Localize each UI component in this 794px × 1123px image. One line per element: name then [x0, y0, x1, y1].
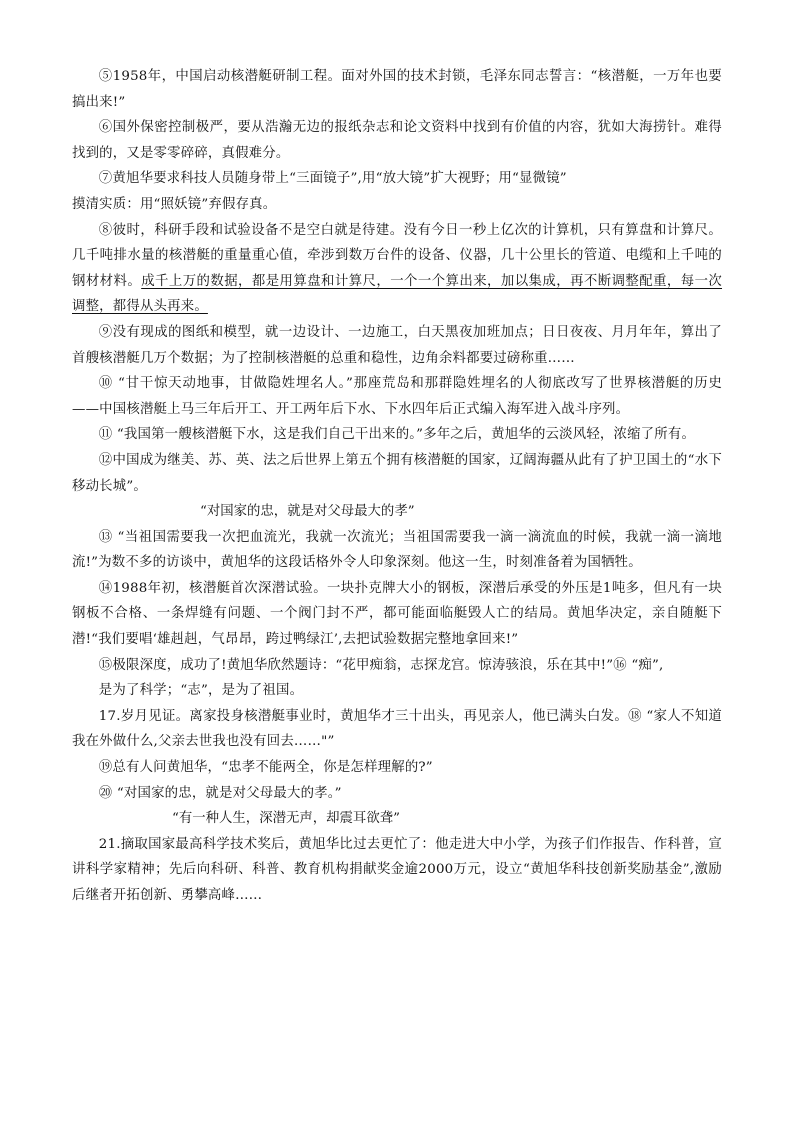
section-heading-silent-life: “有一种人生，深潜无声，却震耳欲聋” — [172, 811, 400, 827]
paragraph-5: ⑤1958年，中国启动核潜艇研制工程。面对外国的技术封锁，毛泽东同志誓言：“核潜艇，一万年也要搞出来!” — [72, 69, 722, 110]
paragraph-7-line-1: ⑦黄旭华要求科技人员随身带上“三面镜子”,用“放大镜”扩大视野；用“显微镜” — [98, 171, 567, 187]
paragraph-20: ⑳ “对国家的忠，就是对父母最大的孝。” — [98, 785, 342, 801]
paragraph-19: ⑲总有人问黄旭华，“忠孝不能两全，你是怎样理解的?” — [98, 760, 433, 776]
paragraph-11: ⑪ “我国第一艘核潜艇下水，这是我们自己干出来的。”多年之后，黄旭华的云淡风轻，浓缩了所有。 — [98, 427, 696, 443]
paragraph-9: ⑨没有现成的图纸和模型，就一边设计、一边施工，白天黑夜加班加点；日日夜夜、月月年年，算出了首艘核潜艇几万个数据；为了控制核潜艇的总重和稳性，边角余料都要过磅称重…… — [72, 324, 722, 366]
paragraph-17-18: 17.岁月见证。离家投身核潜艇事业时，黄旭华才三十出头，再见亲人，他已满头白发。⑱ “家人不知道我在外做什么,父亲去世我也没有回去……"” — [72, 708, 722, 750]
paragraph-15-16-line-1: ⑮极限深度，成功了!黄旭华欣然题诗：“花甲痴翁，志探龙宫。惊涛骇浪，乐在其中!”⑯ “痴”, — [98, 657, 664, 673]
paragraph-13: ⑬ “当祖国需要我一次把血流光，我就一次流光；当祖国需要我一滴一滴流血的时候，我就一滴一滴地流!”为数不多的访谈中，黄旭华的这段话格外令人印象深刻。他这一生，时刻准备着为国牺牲。 — [72, 529, 722, 571]
paragraph-8 — [72, 218, 722, 320]
paragraph-6: ⑥国外保密控制极严，要从浩瀚无边的报纸杂志和论文资料中找到有价值的内容，犹如大海捞针。难得找到的，又是零零碎碎，真假难分。 — [72, 120, 722, 161]
section-heading-loyalty: “对国家的忠，就是对父母最大的孝” — [200, 504, 415, 520]
paragraph-8-underlined-sentence: 成千上万的数据，都是用算盘和计算尺，一个一个算出来，加以集成，再不断调整配重，每一次调整，都得从头再来。 — [72, 273, 723, 315]
paragraph-8-text: ⑧彼时，科研手段和试验设备不是空白就是待建。没有今日一秒上亿次的计算机，只有算盘和计算尺。几千吨排水量的核潜艇的重量重心值，牵涉到数万台件的设备、仪器，几十公里长的管道、电缆和上千吨的钢材材料。 — [72, 222, 722, 289]
paragraph-21: 21.摘取国家最高科学技术奖后，黄旭华比过去更忙了：他走进大中小学，为孩子们作报告、作科普，宣讲科学家精神；先后向科研、科普、教育机构捐献奖金逾2000万元，设立“黄旭华科技创新奖励基金”,激励后继者开拓创新、勇攀高峰…… — [72, 836, 722, 903]
paragraph-15-16-line-2: 是为了科学；“志”，是为了祖国。 — [98, 683, 304, 699]
paragraph-7-line-2: 摸清实质：用“照妖镜”弃假存真。 — [72, 196, 277, 212]
document-page — [72, 64, 722, 909]
paragraph-12: ⑫中国成为继美、苏、英、法之后世界上第五个拥有核潜艇的国家，辽阔海疆从此有了护卫国土的“水下移动长城”。 — [72, 452, 722, 494]
paragraph-10: ⑩ “甘干惊天动地事，甘做隐姓埋名人。”那座荒岛和那群隐姓埋名的人彻底改写了世界核潜艇的历史——中国核潜艇上马三年后开工、开工两年后下水、下水四年后正式编入海军进入战斗序列。 — [72, 376, 722, 417]
paragraph-14: ⑭1988年初，核潜艇首次深潜试验。一块扑克牌大小的钢板，深潜后承受的外压是1吨多，但凡有一块钢板不合格、一条焊缝有问题、一个阀门封不严，都可能面临艇毁人亡的结局。黄旭华决定，亲自随艇下潜!“我们要唱‘雄赳赳，气昂昂，跨过鸭绿江’,去把试验数据完整地拿回来!” — [72, 580, 722, 648]
